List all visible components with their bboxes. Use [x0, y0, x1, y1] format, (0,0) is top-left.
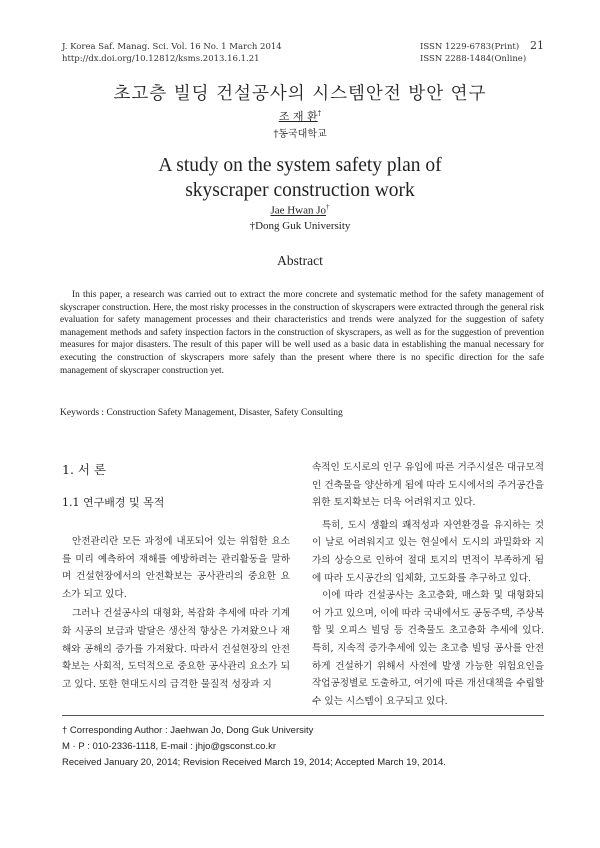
affiliation-english: †Dong Guk University: [249, 220, 351, 232]
paragraph: 이에 따라 건설공사는 초고층화, 매스화 및 대형화되어 가고 있으며, 이에 따라 국내에서도 공동주택, 주상복합 및 오피스 빌딩 등 건축물도 초고층화 추세에 있다. 특히, 지속적 증가추세에 있는 초고층 빌딩 공사를 안전하게 건설하기 위해서 사전에 발생 가능한 위험요인을 작업공정별로 도출하고, 여기에 따른 개선대책을 수립할 수 있는 시스템이 요구되고 있다.: [312, 590, 544, 707]
left-column: [62, 533, 290, 693]
author-english: [0, 203, 600, 217]
abstract-text: In this paper, a research was carried out to extract the more concrete and systematic method for the safety management of skyscraper construction. Here, the most risky processes in the construction of skyscrapers were extracted through the general risk evaluation for safety management processes and their characteristics and trends were analyzed for the suggestion of safety management methods and safety inspection factors in the construction of skyscrapers, as well as for the suggestion of prevention measures for major disasters. The result of this paper will be well used as a basic data in establishing the manual necessary for executing the construction of skyscrapers more safely than the present where there is no specific direction for the safe management of skyscraper construction yet.: [60, 290, 544, 376]
author-korean: [0, 108, 600, 124]
title-english-line-1: A study on the system safety plan of: [158, 155, 442, 176]
journal-citation: J. Korea Saf. Manag. Sci. Vol. 16 No. 1 March 2014: [62, 42, 282, 52]
title-english: [0, 153, 600, 203]
footnote-received: Received January 20, 2014; Revision Received March 19, 2014; Accepted March 19, 2014.: [62, 757, 446, 768]
author-english-mark: †: [326, 203, 330, 211]
footnote-corresponding: † Corresponding Author : Jaehwan Jo, Dong Guk University: [62, 725, 314, 736]
right-column: [312, 459, 544, 710]
subsection-heading: 1.1 연구배경 및 목적: [62, 496, 165, 509]
keywords: Keywords : Construction Safety Management, Disaster, Safety Consulting: [60, 408, 343, 418]
title-korean: 초고층 빌딩 건설공사의 시스템안전 방안 연구: [113, 84, 487, 104]
paragraph: 속적인 도시로의 인구 유입에 따른 거주시설은 대규모적인 건축물을 양산하게 됨에 따라 도시에서의 주거공간을 위한 토지확보는 더욱 어려워지고 있다.: [312, 462, 544, 509]
footnote-divider: [62, 715, 544, 716]
author-english-name: Jae Hwan Jo: [270, 204, 327, 217]
paragraph: 특히, 도시 생활의 쾌적성과 자연환경을 유지하는 것이 날로 어려워지고 있는 현실에서 도시의 과밀화와 지가의 상승으로 인하여 절대 토지의 면적이 부족하게 됨에 따라 도시공간의 입체화, 고도화를 추구하고 있다.: [312, 519, 544, 584]
affiliation-korean: †동국대학교: [273, 129, 327, 140]
issn-print: ISSN 1229-6783(Print): [420, 42, 520, 52]
section-heading: 1. 서 론: [62, 462, 107, 477]
doi-link[interactable]: http://dx.doi.org/10.12812/ksms.2013.16.1.21: [62, 54, 260, 64]
author-korean-mark: †: [317, 109, 322, 118]
paragraph: 그러나 건설공사의 대형화, 복잡화 추세에 따라 기계화 시공의 보급과 발달은 생산적 향상은 가져왔으나 재해와 공해의 증가를 가져왔다. 따라서 건설현장의 안전확보는 사회적, 도덕적으로 중요한 공사관리 요소가 되고 있다. 또한 현대도시의 급격한 물질적 성장과 지: [62, 608, 290, 690]
page-number: 21: [530, 39, 544, 52]
paragraph: 안전관리란 모든 과정에 내포되어 있는 위험한 요소를 미리 예측하여 재해를 예방하려는 관리활동을 말하며 건설현장에서의 안전확보는 공사관리의 중요한 요소가 되고 있다.: [62, 536, 290, 600]
title-english-line-2: skyscraper construction work: [185, 180, 415, 201]
issn-online: ISSN 2288-1484(Online): [420, 54, 527, 64]
footnote-contact: M · P : 010-2336-1118, E-mail : jhjo@gsconst.co.kr: [62, 741, 276, 752]
abstract-heading: Abstract: [277, 253, 323, 268]
author-korean-name: 조 재 환: [278, 110, 318, 123]
